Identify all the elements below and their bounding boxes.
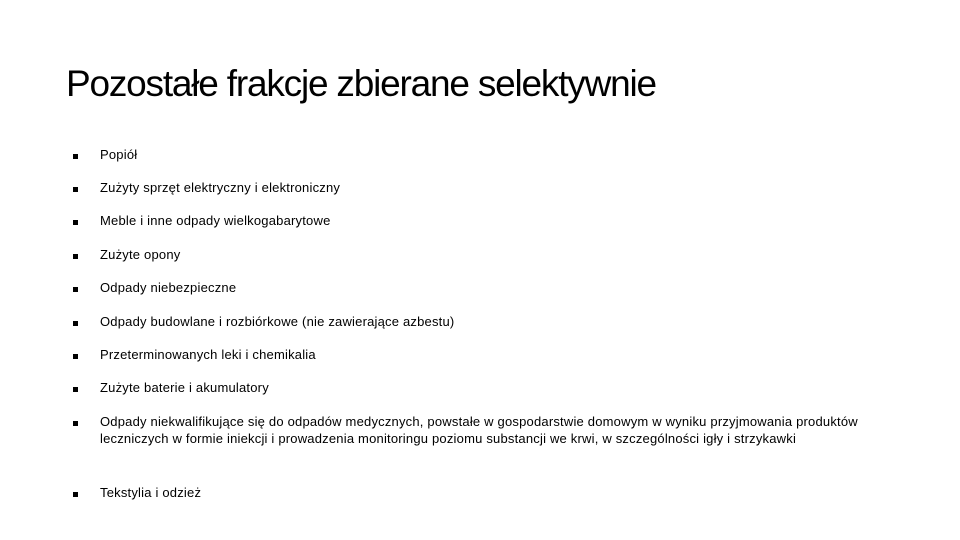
list-item-text: Zużyte baterie i akumulatory: [100, 380, 269, 395]
list-item-text: Meble i inne odpady wielkogabarytowe: [100, 213, 331, 228]
list-item-text: Przeterminowanych leki i chemikalia: [100, 347, 316, 362]
list-item-text: Tekstylia i odzież: [100, 485, 202, 500]
list-item-text: Popiół: [100, 147, 138, 162]
square-bullet-icon: [73, 187, 78, 192]
list-item-text: Odpady budowlane i rozbiórkowe (nie zawierające azbestu): [100, 314, 455, 329]
list-item-text: Odpady niekwalifikujące się do odpadów medycznych, powstałe w gospodarstwie domowym w wyniku przyjmowania produktów leczniczych w formie iniekcji i prowadzenia monitoringu poziomu substancji we krwi, w szczególności igły i strzykawki: [100, 414, 858, 446]
square-bullet-icon: [73, 287, 78, 292]
list-item-text: Zużyty sprzęt elektryczny i elektroniczny: [100, 180, 341, 195]
square-bullet-icon: [73, 321, 78, 326]
list-item-text: Zużyte opony: [100, 247, 181, 262]
square-bullet-icon: [73, 492, 78, 497]
square-bullet-icon: [73, 354, 78, 359]
list-item-text: Odpady niebezpieczne: [100, 280, 237, 295]
square-bullet-icon: [73, 254, 78, 259]
square-bullet-icon: [73, 421, 78, 426]
square-bullet-icon: [73, 220, 78, 225]
square-bullet-icon: [73, 387, 78, 392]
slide-title: Pozostałe frakcje zbierane selektywnie: [66, 63, 656, 104]
square-bullet-icon: [73, 154, 78, 159]
